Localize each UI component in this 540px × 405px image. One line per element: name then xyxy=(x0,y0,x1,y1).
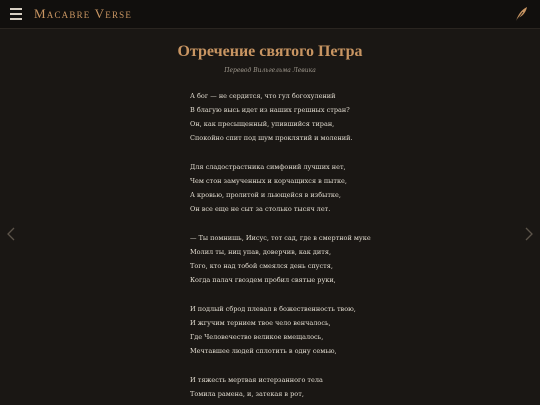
poem-line: Мечтавшее людей сплотить в одну семью, xyxy=(190,347,337,355)
poem-line: А кровью, пролитой и льющейся в избытке, xyxy=(190,191,341,199)
stanza xyxy=(190,89,410,145)
poem-line: А бог — не сердится, что гул богохулений xyxy=(190,92,336,100)
poem-line: Томила рамена, и, затекая в рот, xyxy=(190,390,304,398)
poem-line: И жгучим тернием твое чело венчалось, xyxy=(190,319,331,327)
poem-title: Отречение святого Петра xyxy=(177,43,363,60)
poem-line: И тяжесть мертвая истерзанного тела xyxy=(190,376,323,384)
poem-line: Того, кто над тобой смеялся день спустя, xyxy=(190,262,333,270)
hamburger-menu-icon[interactable] xyxy=(10,8,22,20)
brand-title[interactable]: Macabre Verse xyxy=(34,6,133,21)
poem-line: Где Человечество великое вмещалось, xyxy=(190,333,324,341)
poem-line: И подлый сброд плевал в божественность твою, xyxy=(190,305,356,313)
chevron-left-icon[interactable] xyxy=(6,227,16,241)
stanza xyxy=(190,373,410,401)
poem-body xyxy=(190,89,410,405)
poem-line: Спокойно спит под шум проклятий и молений. xyxy=(190,134,353,142)
chevron-right-icon[interactable] xyxy=(524,227,534,241)
poem-line: Когда палач гвоздем пробил святые руки, xyxy=(190,276,336,284)
translator-credit: Перевод Вильгельма Левика xyxy=(224,67,316,74)
poem-line: Он, как пресыщенный, упившийся тиран, xyxy=(190,120,335,128)
stanza xyxy=(190,231,410,287)
poem-line: Для сладострастника симфоний лучших нет, xyxy=(190,163,346,171)
poem-reader xyxy=(0,28,540,405)
poem-line: Чем стон замученных и корчащихся в пытке, xyxy=(190,177,347,185)
top-bar xyxy=(0,0,540,29)
stanza xyxy=(190,160,410,216)
poem-line: В благую высь идет из наших грешных стран? xyxy=(190,106,350,114)
poem-line: Он все еще не сыт за столько тысяч лет. xyxy=(190,205,331,213)
poem-line: — Ты помнишь, Иисус, тот сад, где в смертной муке xyxy=(190,234,371,242)
stanza xyxy=(190,302,410,358)
poem-line: Молил ты, ниц упав, доверчив, как дитя, xyxy=(190,248,332,256)
feather-quill-icon[interactable] xyxy=(514,6,528,22)
